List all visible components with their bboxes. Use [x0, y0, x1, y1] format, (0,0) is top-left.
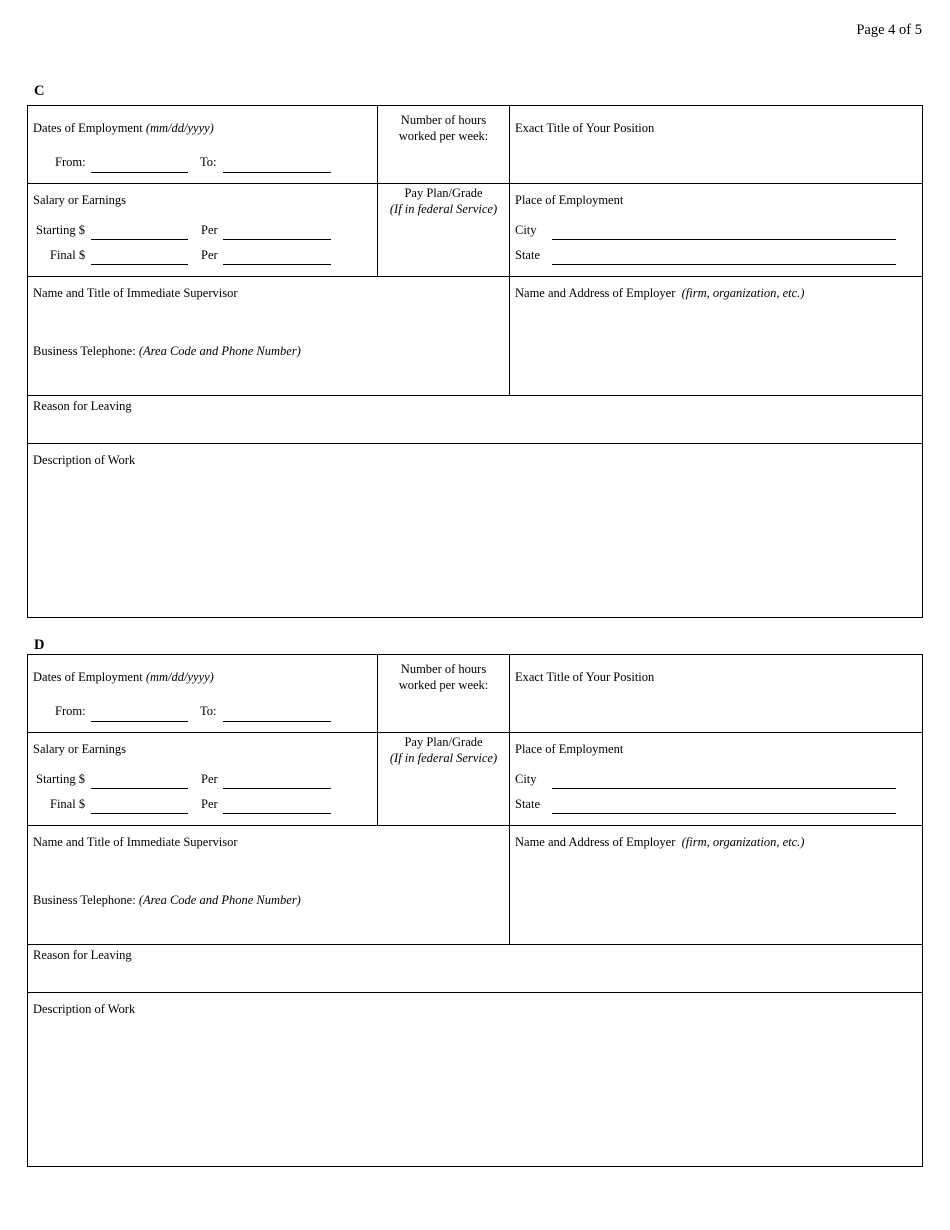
pay-plan-grade-label: Pay Plan/Grade (If in federal Service) [389, 735, 498, 765]
from-date-field[interactable] [91, 721, 188, 722]
final-per-label: Per [201, 797, 218, 811]
row-divider [28, 276, 922, 277]
final-salary-label: Final $ [50, 797, 86, 811]
section-letter-d: D [34, 637, 45, 653]
starting-per-label: Per [201, 772, 218, 786]
description-of-work-label: Description of Work [33, 453, 136, 467]
to-date-field[interactable] [223, 172, 331, 173]
pay-plan-grade-label: Pay Plan/Grade (If in federal Service) [389, 186, 498, 216]
exact-title-label: Exact Title of Your Position [515, 121, 655, 135]
starting-salary-field[interactable] [91, 239, 188, 240]
hours-per-week-label: Number of hours worked per week: [398, 662, 489, 692]
starting-per-field[interactable] [223, 788, 331, 789]
employment-section-d [27, 654, 923, 1167]
starting-salary-label: Starting $ [36, 772, 85, 786]
row-divider [28, 825, 922, 826]
place-of-employment-label: Place of Employment [515, 193, 624, 207]
dates-of-employment-label: Dates of Employment (mm/dd/yyyy) [33, 121, 214, 135]
city-label: City [515, 772, 537, 786]
employment-section-c [27, 105, 923, 618]
reason-for-leaving-label: Reason for Leaving [33, 948, 132, 962]
section-letter-c: C [34, 83, 45, 99]
to-date-field[interactable] [223, 721, 331, 722]
city-field[interactable] [552, 239, 896, 240]
row-divider [28, 183, 922, 184]
starting-salary-label: Starting $ [36, 223, 85, 237]
final-per-field[interactable] [223, 264, 331, 265]
employer-name-address-label: Name and Address of Employer (firm, organization, etc.) [515, 835, 805, 849]
salary-label: Salary or Earnings [33, 193, 127, 207]
column-divider [509, 106, 510, 395]
to-label: To: [200, 155, 217, 169]
page-number: Page 4 of 5 [856, 22, 922, 38]
state-field[interactable] [552, 264, 896, 265]
dates-of-employment-label: Dates of Employment (mm/dd/yyyy) [33, 670, 214, 684]
description-of-work-label: Description of Work [33, 1002, 136, 1016]
city-label: City [515, 223, 537, 237]
from-label: From: [55, 704, 86, 718]
city-field[interactable] [552, 788, 896, 789]
column-divider [509, 655, 510, 944]
place-of-employment-label: Place of Employment [515, 742, 624, 756]
row-divider [28, 732, 922, 733]
state-field[interactable] [552, 813, 896, 814]
final-per-field[interactable] [223, 813, 331, 814]
hours-per-week-label: Number of hours worked per week: [398, 113, 489, 143]
final-salary-label: Final $ [50, 248, 86, 262]
row-divider [28, 443, 922, 444]
starting-per-field[interactable] [223, 239, 331, 240]
final-salary-field[interactable] [91, 813, 188, 814]
starting-per-label: Per [201, 223, 218, 237]
from-date-field[interactable] [91, 172, 188, 173]
salary-label: Salary or Earnings [33, 742, 127, 756]
row-divider [28, 992, 922, 993]
row-divider [28, 944, 922, 945]
reason-for-leaving-label: Reason for Leaving [33, 399, 132, 413]
business-telephone-label: Business Telephone: (Area Code and Phone Number) [33, 344, 301, 358]
supervisor-label: Name and Title of Immediate Supervisor [33, 835, 238, 849]
supervisor-label: Name and Title of Immediate Supervisor [33, 286, 238, 300]
business-telephone-label: Business Telephone: (Area Code and Phone Number) [33, 893, 301, 907]
from-label: From: [55, 155, 86, 169]
employer-name-address-label: Name and Address of Employer (firm, organization, etc.) [515, 286, 805, 300]
state-label: State [515, 797, 540, 811]
row-divider [28, 395, 922, 396]
exact-title-label: Exact Title of Your Position [515, 670, 655, 684]
final-per-label: Per [201, 248, 218, 262]
to-label: To: [200, 704, 217, 718]
state-label: State [515, 248, 540, 262]
starting-salary-field[interactable] [91, 788, 188, 789]
final-salary-field[interactable] [91, 264, 188, 265]
